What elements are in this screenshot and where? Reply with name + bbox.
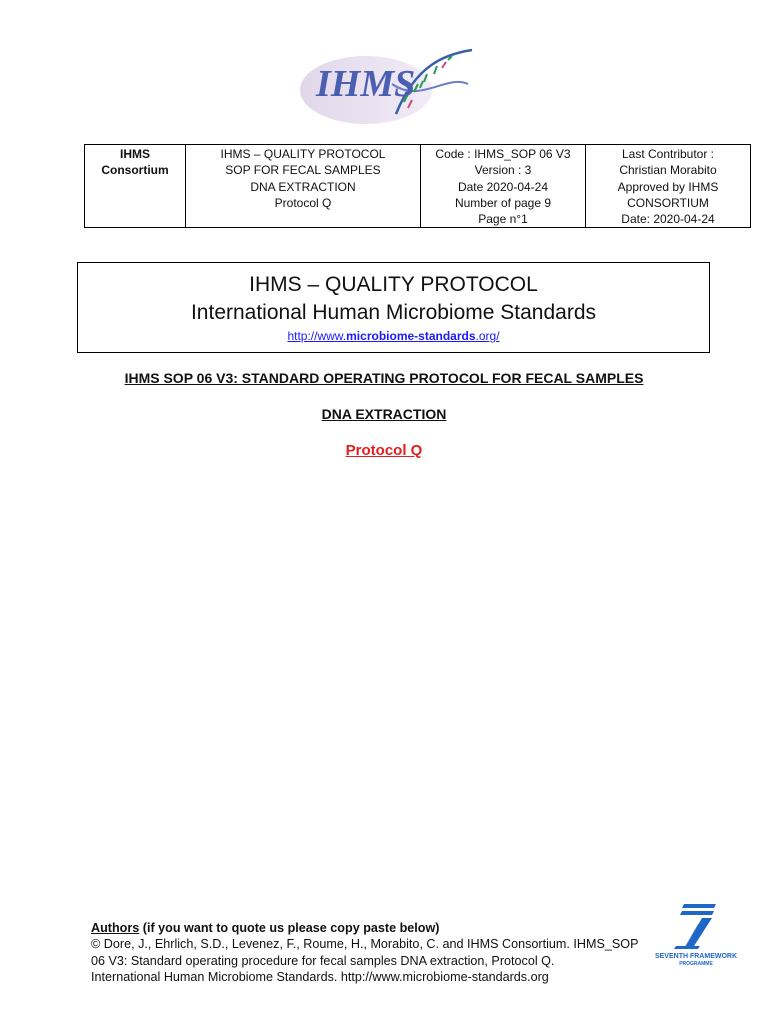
fp7-logo <box>654 902 738 968</box>
authors-citation <box>91 920 651 985</box>
organization-type: Consortium <box>101 163 169 178</box>
document-date: Date 2020-04-24 <box>457 179 549 194</box>
title-line-2: International Human Microbiome Standards <box>190 301 597 324</box>
link-prefix: http://www. <box>287 329 347 343</box>
dna-extraction-heading: DNA EXTRACTION <box>321 406 447 422</box>
citation-line-3: International Human Microbiome Standards. http://www.microbiome-standards.org <box>91 969 549 984</box>
contributor-name: Christian Morabito <box>619 163 717 178</box>
header-code-cell <box>421 145 586 228</box>
header-organization-cell <box>85 145 186 228</box>
fp7-logo-line-1: SEVENTH FRAMEWORK <box>654 953 738 960</box>
header-sop-subject: SOP FOR FECAL SAMPLES <box>225 163 381 178</box>
approval-date: Date: 2020-04-24 <box>621 212 715 227</box>
document-header-table <box>84 144 751 228</box>
document-code: Code : IHMS_SOP 06 V3 <box>435 147 571 161</box>
contributor-label: Last Contributor : <box>621 147 715 161</box>
header-protocol-name: Protocol Q <box>274 195 332 210</box>
link-suffix: .org/ <box>475 329 500 343</box>
authors-note: (if you want to quote us please copy paste below) <box>139 921 440 935</box>
sop-heading: IHMS SOP 06 V3: STANDARD OPERATING PROTOCOL FOR FECAL SAMPLES <box>124 370 644 386</box>
authors-label: Authors <box>91 921 140 935</box>
document-version: Version : 3 <box>474 163 532 178</box>
header-protocol-title: IHMS – QUALITY PROTOCOL <box>220 147 386 161</box>
title-line-1: IHMS – QUALITY PROTOCOL <box>249 273 538 296</box>
ihms-logo-text: IHMS <box>316 63 416 105</box>
document-page-number: Page n°1 <box>478 212 528 227</box>
citation-line-1: © Dore, J., Ehrlich, S.D., Levenez, F., Roume, H., Morabito, C. and IHMS Consortium. IHMS_SOP <box>91 937 639 952</box>
header-title-cell <box>186 145 421 228</box>
header-sop-topic: DNA EXTRACTION <box>250 179 356 194</box>
document-page-count: Number of page 9 <box>454 195 552 210</box>
seventh-framework-logo-graphic <box>654 902 738 968</box>
link-domain: microbiome-standards <box>346 329 476 343</box>
approval-line-2: CONSORTIUM <box>627 195 709 210</box>
ihms-dna-logo-graphic <box>296 44 474 128</box>
protocol-heading: Protocol Q <box>345 442 423 459</box>
fp7-logo-line-2: PROGRAMME <box>679 961 713 967</box>
title-box <box>77 262 710 353</box>
website-link[interactable] <box>287 329 499 343</box>
header-contributor-cell <box>586 145 751 228</box>
organization-name: IHMS <box>120 147 150 161</box>
approval-line-1: Approved by IHMS <box>617 179 719 194</box>
citation-line-2: 06 V3: Standard operating procedure for fecal samples DNA extraction, Protocol Q. <box>91 953 555 968</box>
ihms-logo <box>296 44 474 128</box>
